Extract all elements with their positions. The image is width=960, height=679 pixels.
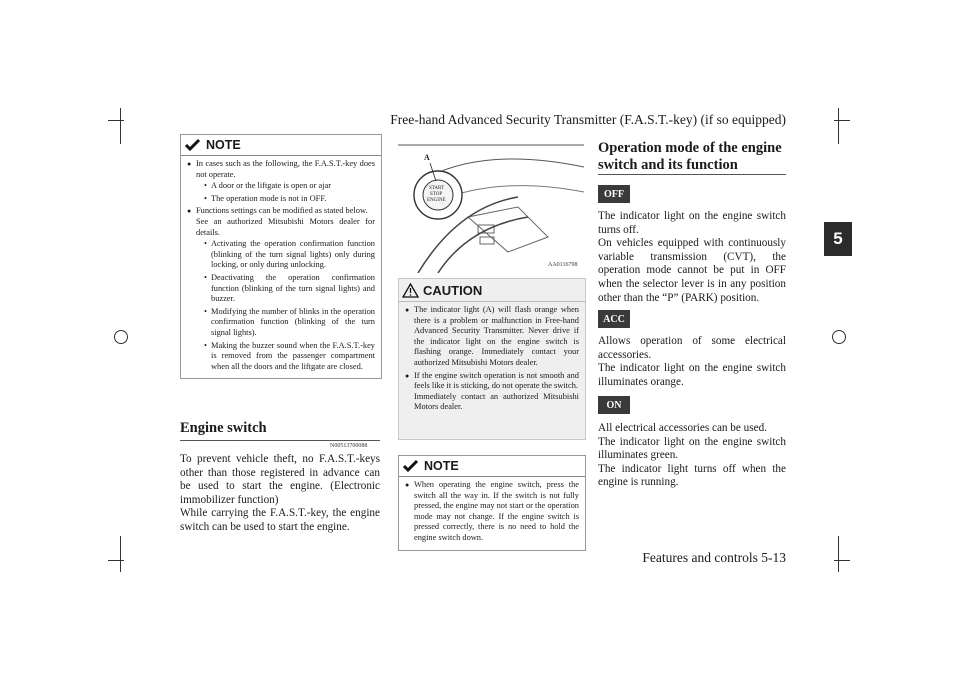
note-subitem: • The operation mode is not in OFF.	[204, 193, 327, 203]
start-stop-button-label: STOP	[430, 192, 443, 197]
crop-mark	[838, 536, 839, 572]
registration-mark-left	[114, 330, 128, 344]
note-box-2	[398, 455, 586, 551]
caution-box	[398, 278, 586, 440]
section-code: N00513700088	[330, 443, 368, 449]
note-box	[180, 134, 382, 379]
start-stop-button-label: START	[429, 186, 445, 191]
pencil-check-icon	[184, 138, 202, 152]
mode-label-on: ON	[598, 396, 630, 414]
note-bullet	[187, 159, 375, 204]
mode-acc-text: Allows operation of some electrical accessories. The indicator light on the engine switch illuminates orange.	[598, 335, 786, 388]
note-subitem: • Activating the operation confirmation function (blinking of the turn signal lights) only during locking, or only during unlocking.	[204, 239, 375, 270]
note-header	[399, 456, 585, 476]
note-body	[399, 476, 585, 550]
note-subitem: • Making the buzzer sound when the F.A.S.T.-key is removed from the passenger compartment when all the doors and the liftgate are closed.	[204, 340, 375, 371]
page-header: Free-hand Advanced Security Transmitter (F.A.S.T.-key) (if so equipped)	[390, 112, 786, 127]
figure-code: AA0116798	[548, 262, 578, 268]
note-subitem: • Deactivating the operation confirmation function (blinking of the turn signal lights) and buzzer.	[204, 272, 375, 304]
engine-switch-body: To prevent vehicle theft, no F.A.S.T.-keys other than those registered in advance can be used to start the engine. (Electronic immobilizer function) While carrying the F.A.S.T.-key, the engine switch can be used to start the engine.	[180, 453, 380, 533]
section-rule	[180, 440, 380, 441]
note-header	[181, 135, 381, 155]
warning-triangle-icon	[402, 283, 419, 298]
operation-mode-title: Operation mode of the engine switch and its function	[598, 140, 782, 173]
pencil-check-icon	[402, 459, 420, 473]
caution-bullet: ● The indicator light (A) will flash orange when there is a problem or malfunction in Free-hand Advanced Security Transmitter. Never drive if the indicator light on the engine switch is flashing orange. Immediately contact your authorized Mitsubishi Motors dealer.	[405, 305, 579, 369]
note-bullet-text: ● Functions settings can be modified as stated below. See an authorized Mitsubishi Motors dealer for details.	[196, 206, 375, 237]
note-bullet: ● When operating the engine switch, press the switch all the way in. If the switch is not fully pressed, the engine may not start or the operation mode may not change. If the engine switch is pressed correctly, there is no need to hold the engine switch down.	[405, 480, 579, 544]
callout-label-a: A	[424, 153, 430, 162]
page-footer: Features and controls 5-13	[642, 550, 786, 565]
crop-mark	[834, 120, 850, 121]
note-subitem: • Modifying the number of blinks in the operation confirmation function (blinking of the turn signal lights).	[204, 306, 375, 337]
caution-heading: CAUTION	[423, 282, 483, 298]
note-subitem: • A door or the liftgate is open or ajar	[204, 181, 332, 191]
note-body	[181, 155, 381, 378]
chapter-tab: 5	[824, 222, 852, 256]
crop-mark	[838, 108, 839, 144]
crop-mark	[834, 560, 850, 561]
mode-label-off: OFF	[598, 185, 630, 203]
engine-switch-illustration	[398, 137, 584, 273]
engine-switch-title: Engine switch	[180, 420, 267, 436]
note-bullet-text: ● In cases such as the following, the F.A.S.T.-key does not operate.	[196, 159, 375, 179]
caution-header	[399, 279, 585, 301]
registration-mark-right	[832, 330, 846, 344]
start-stop-button-label: ENGINE	[427, 198, 446, 203]
note-bullet	[187, 206, 375, 372]
mode-off-text: The indicator light on the engine switch turns off. On vehicles equipped with continuously variable transmission (CVT), the operation mode cannot be put in OFF when the selector lever is in any position other than the “P” (PARK) position.	[598, 210, 786, 304]
mode-on-text: All electrical accessories can be used. The indicator light on the engine switch illuminates green. The indicator light turns off when the engine is running.	[598, 422, 786, 489]
section-rule	[598, 174, 786, 175]
caution-body	[399, 301, 585, 419]
caution-bullet: ● If the engine switch operation is not smooth and feels like it is sticking, do not operate the switch. Immediately contact an authorized Mitsubishi Motors dealer.	[405, 371, 579, 413]
note-heading: NOTE	[206, 138, 241, 152]
mode-label-acc: ACC	[598, 310, 630, 328]
note-heading: NOTE	[424, 459, 459, 473]
